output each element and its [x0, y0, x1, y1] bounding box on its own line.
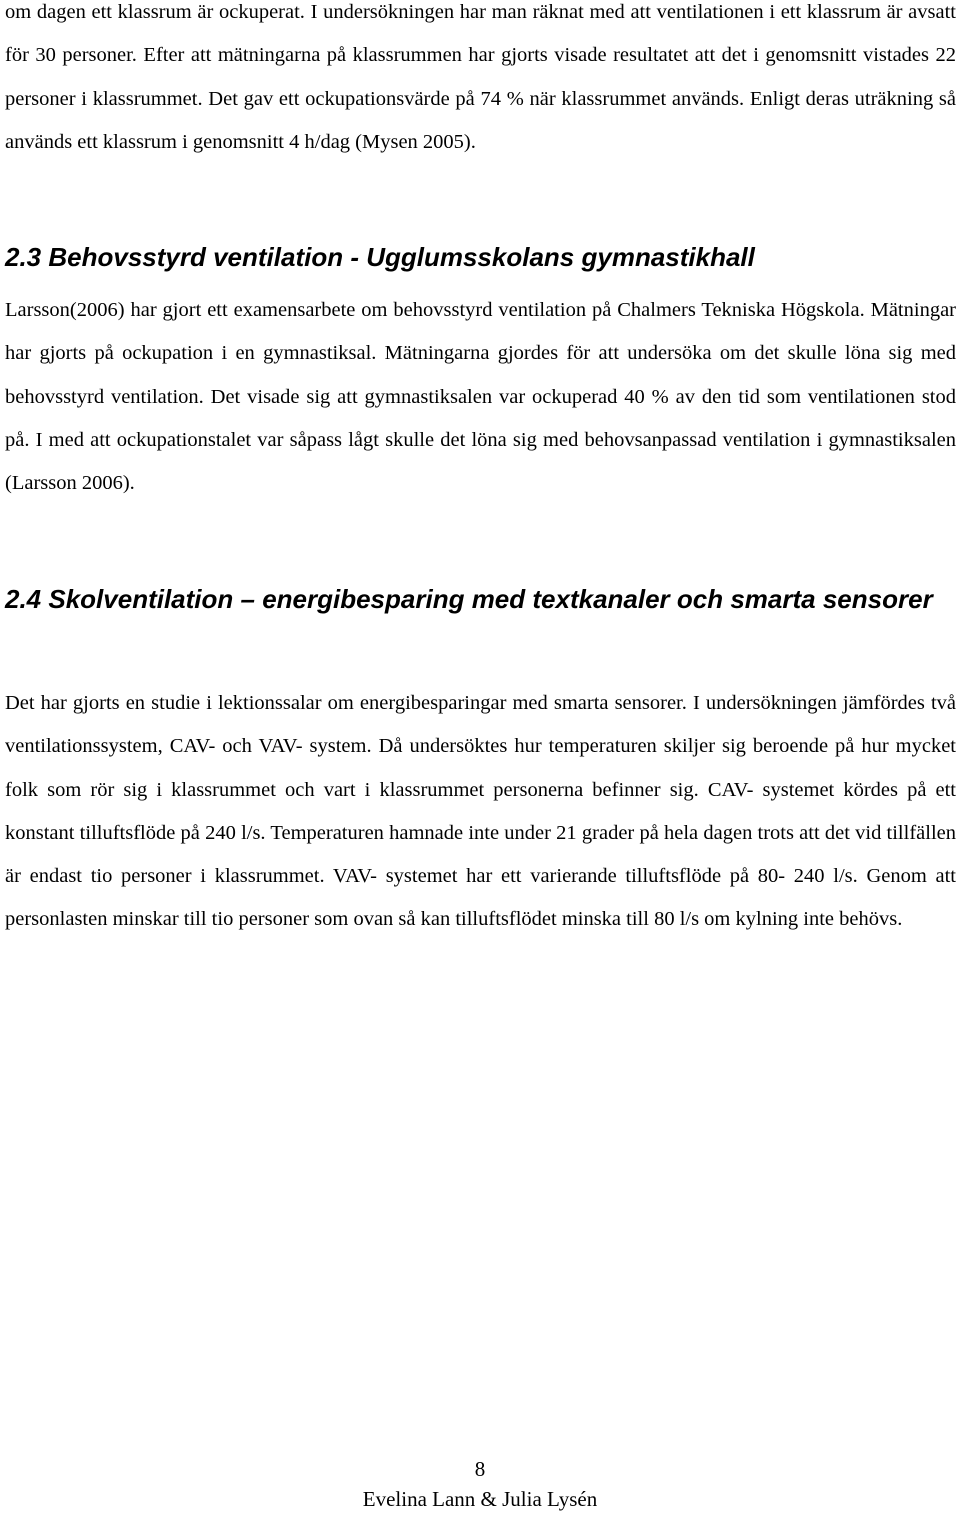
- section-heading-2-3: 2.3 Behovsstyrd ventilation - Ugglumsskolans gymnastikhall: [5, 242, 755, 272]
- document-page: [5, 0, 956, 1513]
- paragraph-larsson-gymnastiksal: Larsson(2006) har gjort ett examensarbete om behovsstyrd ventilation på Chalmers Tekniska Högskola. Mätningar har gjorts på ockupation i en gymnastiksal. Mätningarna gjordes för att undersöka om det skulle löna sig med behovsstyrd ventilation. Det visade sig att gymnastiksalen var ockuperad 40 % av den tid som ventilationen stod på. I med att ockupationstalet var såpass lågt skulle det löna sig med behovsanpassad ventilation i gymnastiksalen (Larsson 2006).: [5, 299, 956, 495]
- paragraph-ockupation-klassrum: om dagen ett klassrum är ockuperat. I undersökningen har man räknat med att ventilationen i ett klassrum är avsatt för 30 personer. Efter att mätningarna på klassrummen har gjorts visade resultatet att det i genomsnitt vistades 22 personer i klassrummet. Det gav ett ockupationsvärde på 74 % när klassrummet används. Enligt deras uträkning så används ett klassrum i genomsnitt 4 h/dag (Mysen 2005).: [5, 1, 956, 153]
- footer-authors: Evelina Lann & Julia Lysén: [362, 1487, 598, 1511]
- paragraph-smarta-sensorer: Det har gjorts en studie i lektionssalar om energibesparingar med smarta sensorer. I undersökningen jämfördes två ventilationssystem, CAV- och VAV- system. Då undersöktes hur temperaturen skiljer sig beroende på hur mycket folk som rör sig i klassrummet och vart i klassrummet personerna befinner sig. CAV- systemet kördes på ett konstant tilluftsflöde på 240 l/s. Temperaturen hamnade inte under 21 grader på hela dagen trots att det vid tillfällen är endast tio personer i klassrummet. VAV- systemet har ett varierande tilluftsflöde på 80- 240 l/s. Genom att personlasten minskar till tio personer som ovan så kan tilluftsflödet minska till 80 l/s om kylning inte behövs.: [5, 692, 956, 931]
- section-heading-2-4: 2.4 Skolventilation – energibesparing med textkanaler och smarta sensorer: [5, 584, 933, 614]
- page-number: 8: [474, 1457, 486, 1481]
